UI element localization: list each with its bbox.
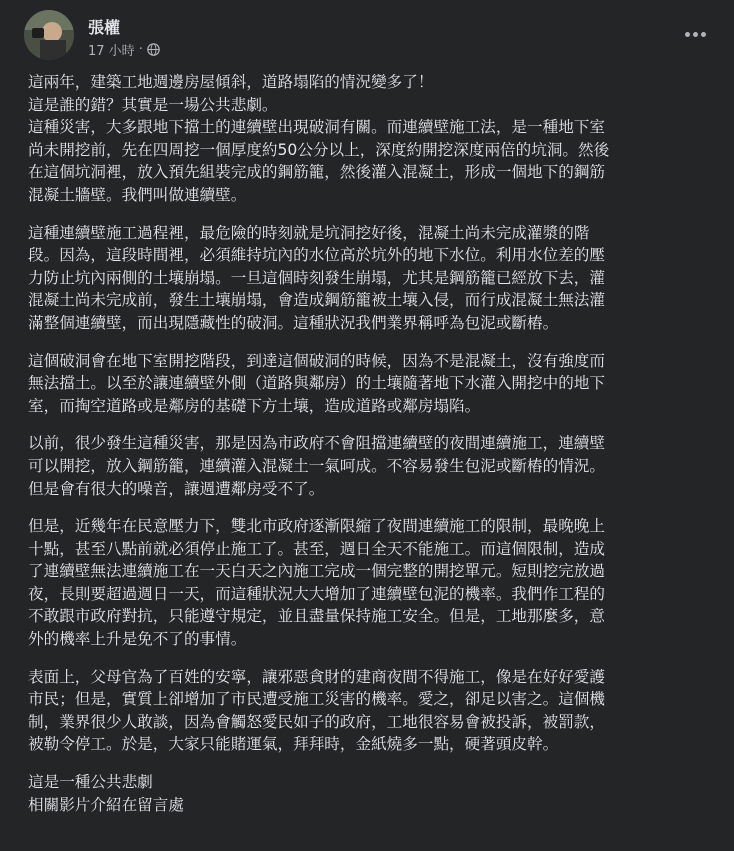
post-text-line: 在這個坑洞裡，放入預先組裝完成的鋼筋籠，然後灌入混凝土，形成一個地下的鋼筋 (28, 163, 605, 182)
post-timestamp[interactable]: 17 小時 (88, 44, 135, 59)
post-text-line: 力防止坑內兩側的土壤崩塌。一旦這個時刻發生崩塌，尤其是鋼筋籠已經放下去，灌 (28, 268, 605, 287)
post-text-line: 以前，很少發生這種災害，那是因為市政府不會阻擋連續壁的夜間連續施工，連續壁 (28, 434, 605, 453)
post-paragraph (28, 71, 720, 207)
post-text-line: 市民；但是，實質上卻增加了市民遭受施工災害的機率。愛之，卻足以害之。這個機 (28, 690, 605, 709)
post-text-line: 制，業界很少人敢談，因為會觸怒愛民如子的政府，工地很容易會被投訴，被罰款， (28, 712, 605, 731)
post-paragraph (28, 222, 720, 335)
post-text-line: 滿整個連續壁，而出現隱藏性的破洞。這種狀況我們業界稱呼為包泥或斷樁。 (28, 313, 559, 332)
post-text-line: 夜，長則要超過週日一天，而這種狀況大大增加了連續壁包泥的機率。我們作工程的 (28, 584, 605, 603)
post-meta (88, 40, 160, 59)
post-text-line: 十點，甚至八點前就必須停止施工了。甚至，週日全天不能施工。而這個限制，造成 (28, 539, 605, 558)
post-text-line: 這是誰的錯？其實是一場公共悲劇。 (28, 95, 278, 114)
post-text-line: 被勒令停工。於是，大家只能賭運氣，拜拜時，金紙燒多一點，硬著頭皮幹。 (28, 735, 559, 754)
post-text-line: 但是會有很大的噪音，讓週遭鄰房受不了。 (28, 479, 325, 498)
post-text-line: 這種災害，大多跟地下擋土的連續壁出現破洞有關。而連續壁施工法，是一種地下室 (28, 118, 605, 137)
post-body (28, 71, 720, 831)
post-text-line: 這個破洞會在地下室開挖階段，到達這個破洞的時候，因為不是混凝土，沒有強度而 (28, 351, 605, 370)
post-text-line: 可以開挖，放入鋼筋籠，連續灌入混凝土一氣呵成。不容易發生包泥或斷樁的情況。 (28, 456, 605, 475)
more-options-icon[interactable] (680, 22, 710, 46)
post-text-line: 這兩年，建築工地週邊房屋傾斜，道路塌陷的情況變多了！ (28, 73, 434, 91)
post-text-line: 混凝土尚未完成前，發生土壤崩塌，會造成鋼筋籠被土壤入侵，而行成混凝土無法灌 (28, 291, 605, 310)
post-header (24, 10, 714, 60)
post-paragraph (28, 666, 720, 756)
post-text-line: 尚未開挖前，先在四周挖一個厚度約50公分以上，深度約開挖深度兩倍的坑洞。然後 (28, 140, 610, 159)
post-text-line: 無法擋土。以至於讓連續壁外側（道路與鄰房）的土壤隨著地下水灌入開挖中的地下 (28, 374, 605, 393)
post-paragraph (28, 515, 720, 651)
post-text-line: 了連續壁無法連續施工在一天白天之內施工完成一個完整的開挖單元。短則挖完放過 (28, 562, 605, 581)
post-paragraph (28, 350, 720, 418)
post-text-line: 外的機率上升是免不了的事情。 (28, 630, 247, 649)
post-text-line: 室，而掏空道路或是鄰房的基礎下方土壤，造成道路或鄰房塌陷。 (28, 396, 481, 415)
meta-separator: · (138, 42, 143, 57)
globe-icon[interactable] (147, 43, 160, 56)
post-text-line: 這是一種公共悲劇 (28, 773, 153, 792)
author-name[interactable]: 張權 (88, 18, 121, 37)
post-text-line: 這種連續壁施工過程裡，最危險的時刻就是坑洞挖好後，混凝土尚未完成灌漿的階 (28, 223, 590, 242)
author-avatar[interactable] (24, 10, 74, 60)
post-text-line: 但是，近幾年在民意壓力下，雙北市政府逐漸限縮了夜間連續施工的限制，最晚晚上 (28, 517, 605, 536)
post-text-line: 不敢跟市政府對抗，只能遵守規定，並且盡量保持施工安全。但是，工地那麼多，意 (28, 607, 605, 626)
post-paragraph (28, 771, 720, 816)
post-text-line: 段。因為，這段時間裡，必須維持坑內的水位高於坑外的地下水位。利用水位差的壓 (28, 246, 605, 265)
post-text-line: 表面上，父母官為了百姓的安寧，讓邪惡貪財的建商夜間不得施工，像是在好好愛護 (28, 667, 605, 686)
post-text-line: 相關影片介紹在留言處 (28, 795, 184, 814)
post-paragraph (28, 432, 720, 500)
post-text-line: 混凝土牆壁。我們叫做連續壁。 (28, 185, 247, 204)
